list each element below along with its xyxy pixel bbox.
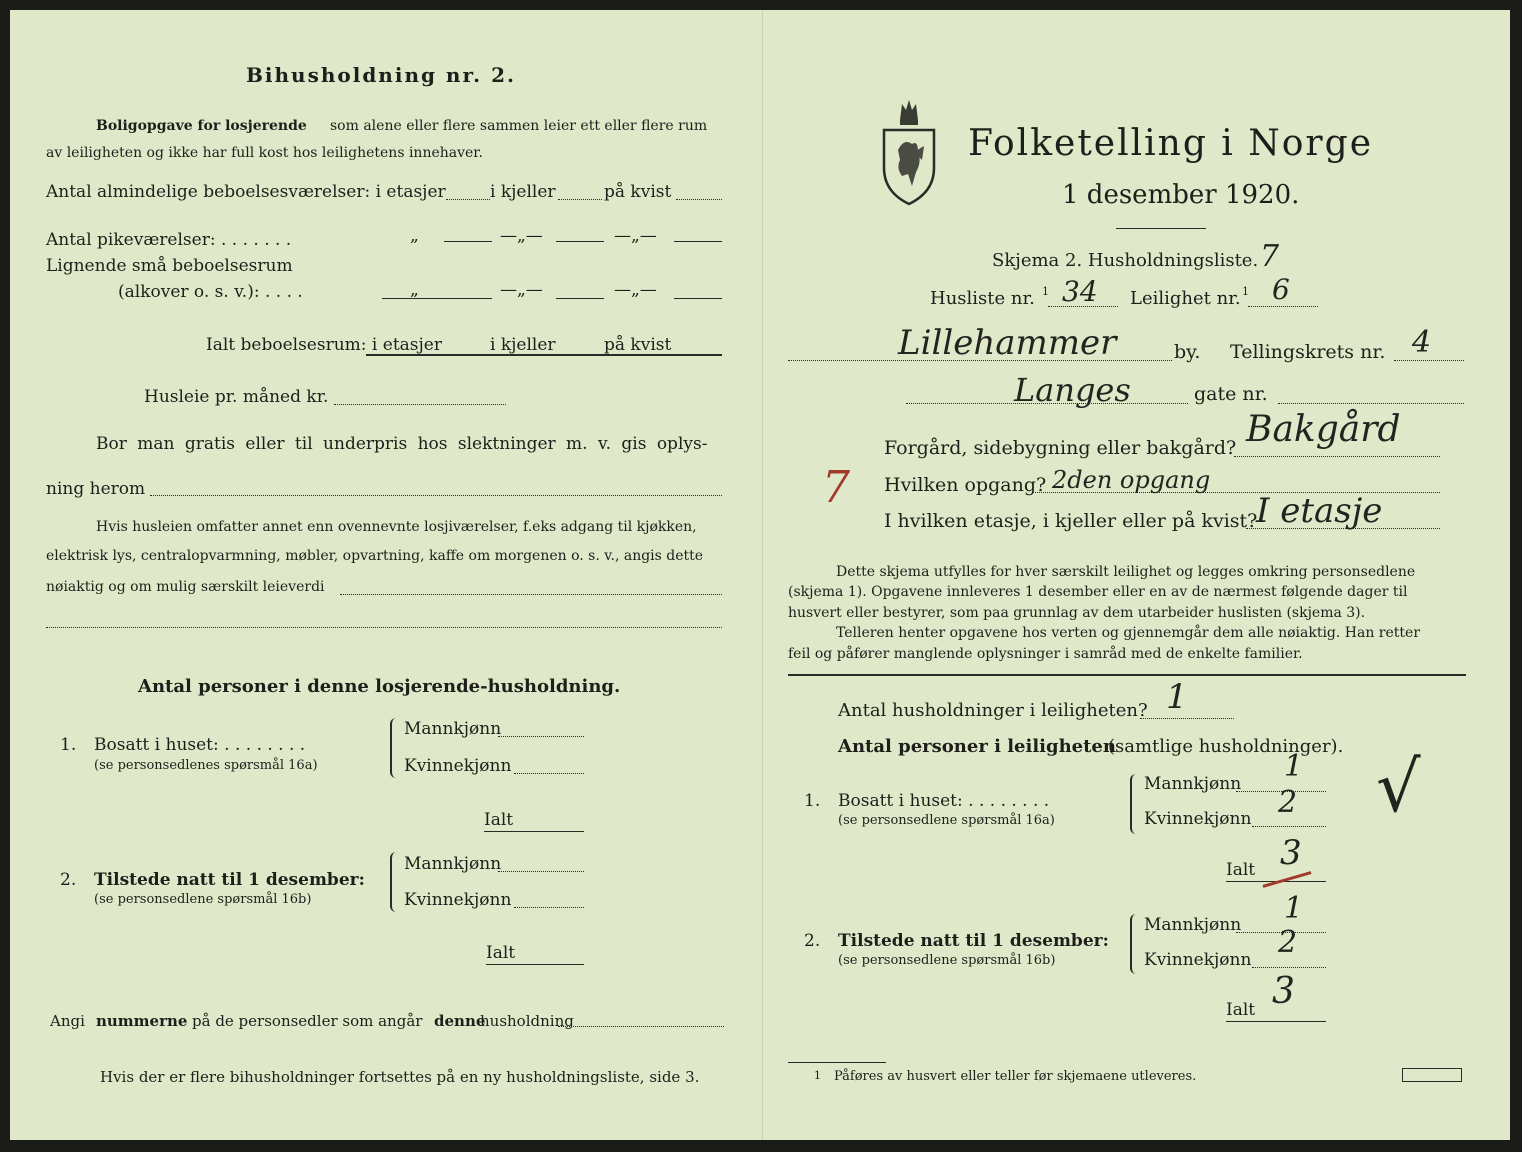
bor-line-2: ning herom [46,479,146,499]
left-q2-kvinne: Kvinnekjønn [404,890,512,910]
instr-line-1: Dette skjema utfylles for hver særskilt leilighet og legges omkring personsedlene [836,564,1416,580]
right-q2-brace [1130,914,1142,974]
right-q1-label: Bosatt i huset: . . . . . . . . [838,791,1050,811]
right-q2-num: 2. [804,931,821,951]
right-q2-kvinne: Kvinnekjønn [1144,950,1252,970]
right-date: 1 desember 1920. [1062,180,1300,210]
husliste-sup: 1 [1042,285,1049,298]
right-q2-label: Tilstede natt til 1 desember: [838,931,1109,951]
hw-tellingskrets: 4 [1412,325,1432,360]
left-antal-heading: Antal personer i denne losjerende-husholdning. [138,676,621,697]
lign-quote: „ [410,280,419,300]
right-q2-mann: Mannkjønn [1144,915,1242,935]
angi-bold-2: denne [434,1012,486,1030]
hvis-line-3: nøiaktig og om mulig særskilt leieverdi [46,579,325,595]
right-q2-ialt: Ialt [1226,1000,1256,1020]
left-q1-ialt-line [484,831,584,832]
lign-label-2: (alkover o. s. v.): . . . . [118,282,303,302]
rooms-kvist-label: på kvist [604,182,672,202]
left-q2-kvinne-line [514,907,584,908]
date-underline [1116,228,1206,229]
husleie-line [334,404,506,405]
leilighet-label: Leilighet nr. [1130,288,1241,309]
left-q1-brace [390,718,402,778]
left-q1-num: 1. [60,735,77,755]
instr-line-4: Telleren henter opgavene hos verten og gjennemgår dem alle nøiaktig. Han retter [836,625,1421,641]
skjema-label: Skjema 2. Husholdningsliste. [992,250,1259,271]
hw-q2-mann: 1 [1284,891,1304,926]
hw-gate: Langes [1014,371,1131,409]
pike-dash-2: —„— [614,226,657,246]
hw-by: Lillehammer [898,323,1117,363]
right-q2-ialt-line [1226,1021,1326,1022]
right-q2-sub: (se personsedlene spørsmål 16b) [838,953,1056,968]
footnote-text: Påføres av husvert eller teller før skjemaene utleveres. [834,1069,1197,1084]
hw-husholdningsliste-nr: 7 [1260,239,1280,274]
printer-stamp [1402,1068,1462,1082]
instr-line-5: feil og påfører manglende oplysninger i samråd med de enkelte familier. [788,646,1303,662]
hw-q2-kvinne: 2 [1278,925,1298,960]
intro-bold: Boligopgave for losjerende [96,118,307,134]
ialt-rooms-label: Ialt beboelsesrum: i etasjer [206,335,442,355]
hw-antal-hush: 1 [1166,677,1188,717]
forgaard-line [1234,456,1440,457]
bor-line-1: Bor man gratis eller til underpris hos slektninger m. v. gis oplys- [96,434,708,454]
lign-dash-2: —„— [614,280,657,300]
husliste-label: Husliste nr. [930,288,1035,309]
ialt-rooms-kjeller: i kjeller [490,335,556,355]
rooms-label: Antal almindelige beboelsesværelser: i etasjer [46,182,446,202]
leilighet-sup: 1 [1242,285,1249,298]
lign-line-1 [382,298,492,299]
lign-line-2 [556,298,604,299]
intro-line-2: av leiligheten og ikke har full kost hos leilighetens innehaver. [46,145,483,161]
antal-pers-bold: Antal personer i leiligheten [838,736,1116,757]
hw-margin-mark: 7 [822,462,850,513]
lign-line-3 [674,298,722,299]
angi-post: husholdning [480,1012,574,1030]
rooms-etasjer-line [446,199,490,200]
right-divider [788,674,1466,676]
lign-label-1: Lignende små beboelsesrum [46,256,293,276]
hvis-line-1: Hvis husleien omfatter annet enn ovennevnte losjiværelser, f.eks adgang til kjøkken, [96,519,697,535]
hw-etasje: I etasje [1256,491,1383,531]
left-q2-ialt: Ialt [486,943,516,963]
hvis-line-2: elektrisk lys, centralopvarmning, møbler, opvartning, kaffe om morgenen o. s. v., angis dette [46,548,704,564]
footnote-sup: 1 [814,1069,821,1082]
by-label: by. [1174,341,1201,363]
angi-bold: nummerne [96,1012,188,1030]
rooms-kvist-line [676,199,722,200]
hw-q1-mann: 1 [1284,749,1304,784]
rooms-kjeller-label: i kjeller [490,182,556,202]
left-q1-kvinne-line [514,773,584,774]
right-q1-sub: (se personsedlene spørsmål 16a) [838,813,1055,828]
pike-label: Antal pikeværelser: . . . . . . . [46,230,292,250]
angi-line [558,1026,724,1027]
tellingskrets-line [1394,360,1464,361]
hw-q1-ialt: 3 [1280,833,1302,873]
angi-pre: Angi [50,1012,85,1030]
lign-dash-1: —„— [500,280,543,300]
angi-mid: på de personsedler som angår [192,1012,423,1030]
tellingskrets-label: Tellingskrets nr. [1230,341,1386,363]
hw-forgaard: Bakgård [1246,409,1401,450]
left-q2-label: Tilstede natt til 1 desember: [94,870,365,890]
opgang-label: Hvilken opgang? [884,474,1047,496]
footnote-rule [788,1062,886,1063]
husleie-label: Husleie pr. måned kr. [144,387,329,407]
hw-leilighet-nr: 6 [1272,273,1290,306]
rooms-kjeller-line [558,199,602,200]
hw-opgang: 2den opgang [1052,466,1211,494]
left-q1-ialt: Ialt [484,810,514,830]
gate-nr-line [1278,403,1464,404]
pike-line-2 [556,241,604,242]
right-q1-brace [1130,774,1142,834]
left-q2-ialt-line [486,964,584,965]
page-fold [762,10,763,1140]
leilighet-line [1248,306,1318,307]
census-form-sheet [10,10,1510,1140]
pike-line-3 [674,241,722,242]
antal-pers-rest: (samtlige husholdninger). [1108,736,1344,757]
pike-line-1 [444,241,492,242]
hvis-extra-line [46,627,722,628]
instr-line-2: (skjema 1). Opgavene innleveres 1 desember eller en av de nærmest følgende dager til [788,584,1408,600]
antal-hush-line [1140,718,1234,719]
hw-q2-ialt: 3 [1272,971,1295,1012]
right-q1-mann: Mannkjønn [1144,774,1242,794]
right-q2-kvinne-line [1252,967,1326,968]
hw-q1-kvinne: 2 [1278,785,1298,820]
red-tick-stroke [1263,871,1312,888]
left-q1-kvinne: Kvinnekjønn [404,756,512,776]
ialt-rooms-kvist: på kvist [604,335,672,355]
hw-husliste-nr: 34 [1062,275,1098,308]
left-footer: Hvis der er flere bihusholdninger fortsettes på en ny husholdningsliste, side 3. [100,1068,700,1086]
forgaard-label: Forgård, sidebygning eller bakgård? [884,437,1237,459]
right-q1-kvinne-line [1252,826,1326,827]
left-q2-mann: Mannkjønn [404,854,502,874]
left-q1-mann-line [498,736,584,737]
left-q1-label: Bosatt i huset: . . . . . . . . [94,735,306,755]
bor-line [150,495,722,496]
hw-check-mark: √ [1376,746,1421,828]
antal-hush-label: Antal husholdninger i leiligheten? [838,700,1148,721]
right-q1-ialt: Ialt [1226,860,1256,880]
right-title: Folketelling i Norge [968,123,1373,164]
gate-label: gate nr. [1194,383,1268,405]
left-q2-sub: (se personsedlene spørsmål 16b) [94,892,312,907]
left-q2-num: 2. [60,870,77,890]
left-q1-mann: Mannkjønn [404,719,502,739]
left-q2-mann-line [498,871,584,872]
intro-line-1: som alene eller flere sammen leier ett eller flere rum [330,118,708,134]
left-title: Bihusholdning nr. 2. [246,63,516,87]
right-q1-kvinne: Kvinnekjønn [1144,809,1252,829]
pike-dash-1: —„— [500,226,543,246]
etasje-label: I hvilken etasje, i kjeller eller på kvist? [884,510,1258,532]
left-q1-sub: (se personsedlenes spørsmål 16a) [94,758,318,773]
instr-line-3: husvert eller bestyrer, som paa grunnlag av dem utarbeider huslisten (skjema 3). [788,605,1366,621]
coat-of-arms-icon [878,94,940,206]
hvis-line [340,594,722,595]
right-q1-num: 1. [804,791,821,811]
left-q2-brace [390,852,402,912]
pike-quote: „ [410,226,419,246]
